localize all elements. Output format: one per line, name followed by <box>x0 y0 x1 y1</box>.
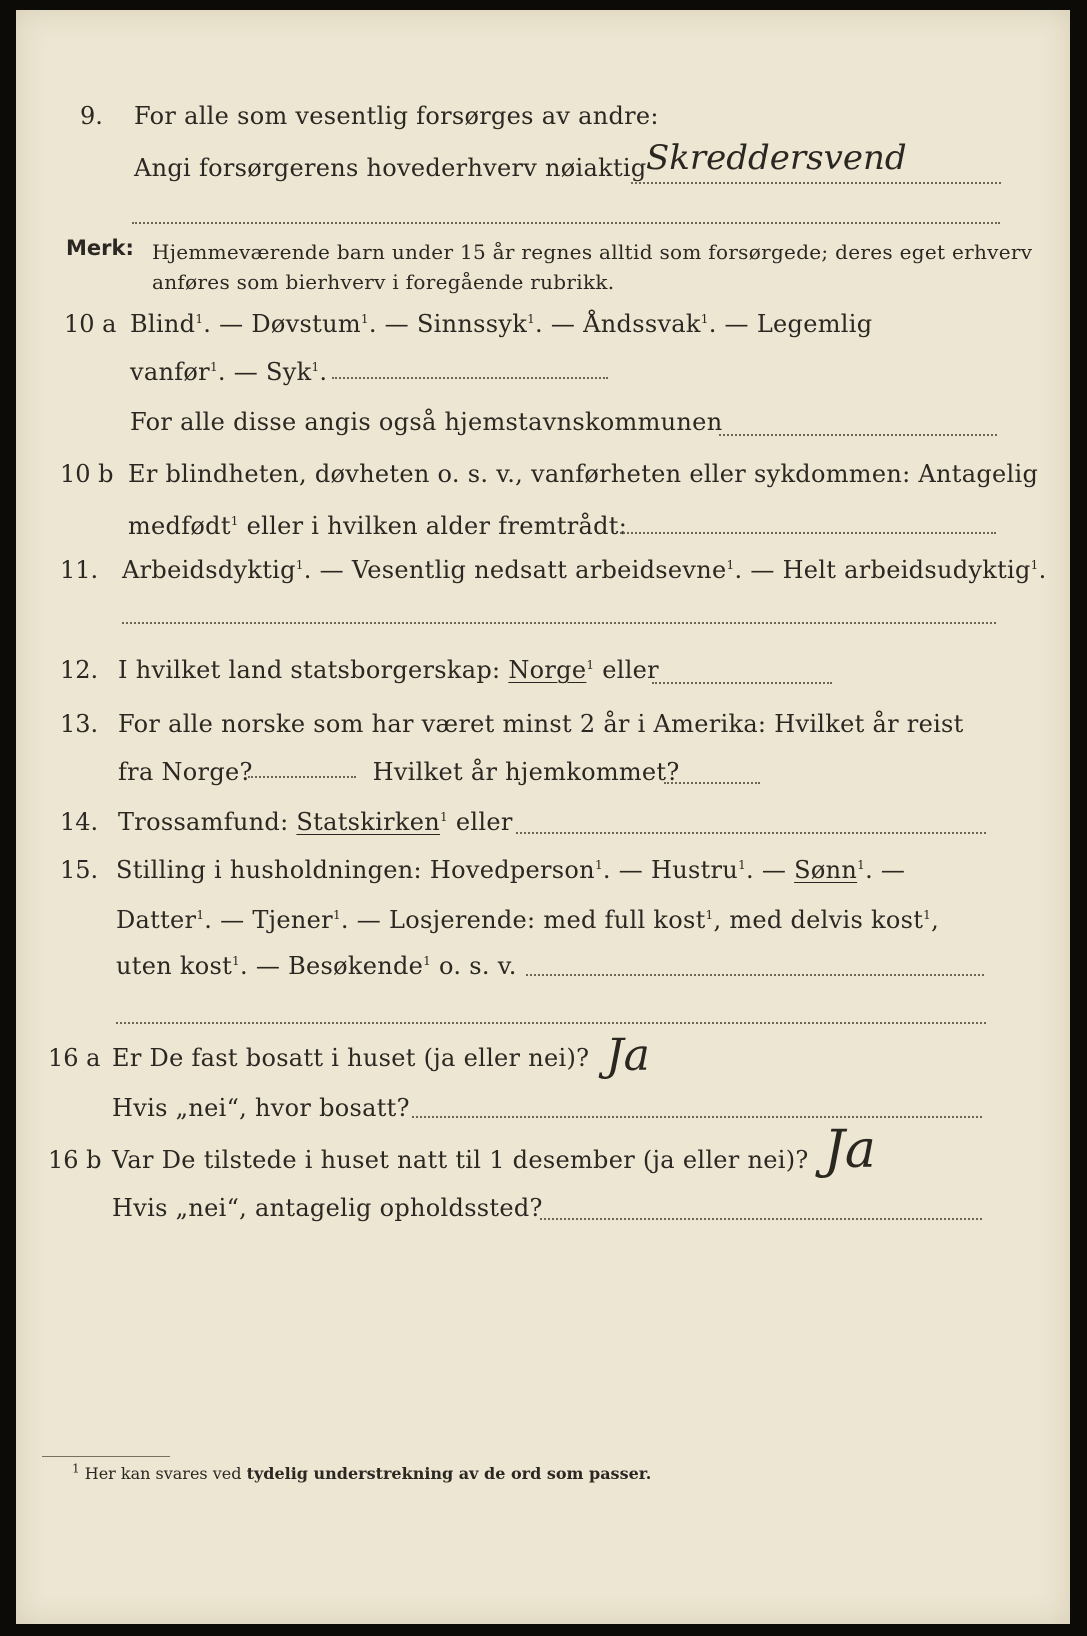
q9-line2: Angi forsørgerens hovederhverv nøiaktig <box>134 154 647 182</box>
q13-dotline2 <box>664 782 760 784</box>
q9-number: 9. <box>80 102 103 130</box>
q15-line1: Stilling i husholdningen: Hovedperson$^1$. — Hustru$^1$. — Sønn$^1$. — <box>116 856 906 884</box>
q16a-dotline <box>412 1116 982 1118</box>
q11-line1: Arbeidsdyktig$^1$. — Vesentlig nedsatt arbeidsevne$^1$. — Helt arbeidsudyktig$^1$. <box>122 556 1047 584</box>
q10a-number: 10 a <box>64 310 117 338</box>
q15-number: 15. <box>60 856 99 884</box>
q11-number: 11. <box>60 556 99 584</box>
q15-line2: Datter$^1$. — Tjener$^1$. — Losjerende: med full kost$^1$, med delvis kost$^1$, <box>116 906 940 934</box>
q10b-line1: Er blindheten, døvheten o. s. v., vanførheten eller sykdommen: Antagelig <box>128 460 1039 488</box>
q10a-line1: Blind$^1$. — Døvstum$^1$. — Sinnssyk$^1$. — Åndssvak$^1$. — Legemlig <box>130 310 873 338</box>
q14-number: 14. <box>60 808 99 836</box>
q10a-line2: vanfør$^1$. — Syk$^1$. <box>130 358 328 386</box>
q16b-handwritten-answer: Ja <box>824 1120 876 1180</box>
q16a-line2: Hvis „nei“, hvor bosatt? <box>112 1094 410 1122</box>
q10a-dotline2 <box>719 434 997 436</box>
q16a-number: 16 a <box>48 1044 101 1072</box>
q12-number: 12. <box>60 656 99 684</box>
q16b-line1: Var De tilstede i huset natt til 1 desember (ja eller nei)? <box>112 1146 809 1174</box>
merk-label: Merk: <box>66 236 134 260</box>
footnote-rule <box>42 1456 170 1457</box>
census-form-page <box>16 10 1070 1624</box>
footnote: $^1$ Her kan svares ved tydelig understrekning av de ord som passer. <box>72 1461 652 1483</box>
q11-dotline <box>122 622 996 624</box>
q9-handwritten-answer: Skreddersvend <box>646 138 907 178</box>
q15-dotline1 <box>526 974 984 976</box>
q13-dotline1 <box>248 776 356 778</box>
q16b-dotline <box>540 1218 982 1220</box>
merk-line1: Hjemmeværende barn under 15 år regnes alltid som forsørgede; deres eget erhverv <box>152 240 1033 264</box>
q13-line2: fra Norge? Hvilket år hjemkommet? <box>118 758 680 786</box>
q10a-dotline1 <box>332 377 608 379</box>
q15-line3: uten kost$^1$. — Besøkende$^1$ o. s. v. <box>116 952 517 980</box>
q15-dotline2 <box>116 1022 986 1024</box>
q9-extra-dotline <box>132 222 1000 224</box>
q16b-line2: Hvis „nei“, antagelig opholdssted? <box>112 1194 543 1222</box>
q9-answer-dotline <box>631 182 1001 184</box>
q10b-line2: medfødt$^1$ eller i hvilken alder fremtrådt: <box>128 512 628 540</box>
q10a-line3: For alle disse angis også hjemstavnskommunen <box>130 408 723 436</box>
q10b-dotline <box>620 532 996 534</box>
q9-line1: For alle som vesentlig forsørges av andre: <box>134 102 659 130</box>
q12-norge-underlined: Norge <box>508 656 587 684</box>
q13-line1: For alle norske som har været minst 2 år i Amerika: Hvilket år reist <box>118 710 964 738</box>
q16b-number: 16 b <box>48 1146 102 1174</box>
q16a-handwritten-answer: Ja <box>606 1030 650 1081</box>
q14-statskirken-underlined: Statskirken <box>296 808 440 836</box>
q14-dotline <box>516 832 986 834</box>
q14-line1: Trossamfund: Statskirken$^1$ eller <box>118 808 513 836</box>
q16a-line1: Er De fast bosatt i huset (ja eller nei)? <box>112 1044 590 1072</box>
q13-number: 13. <box>60 710 99 738</box>
merk-line2: anføres som bierhverv i foregående rubrikk. <box>152 270 615 294</box>
q12-dotline <box>652 682 832 684</box>
q10b-number: 10 b <box>60 460 114 488</box>
q12-line1: I hvilket land statsborgerskap: Norge$^1$ eller <box>118 656 659 684</box>
q15-sonn-underlined: Sønn <box>794 856 858 884</box>
